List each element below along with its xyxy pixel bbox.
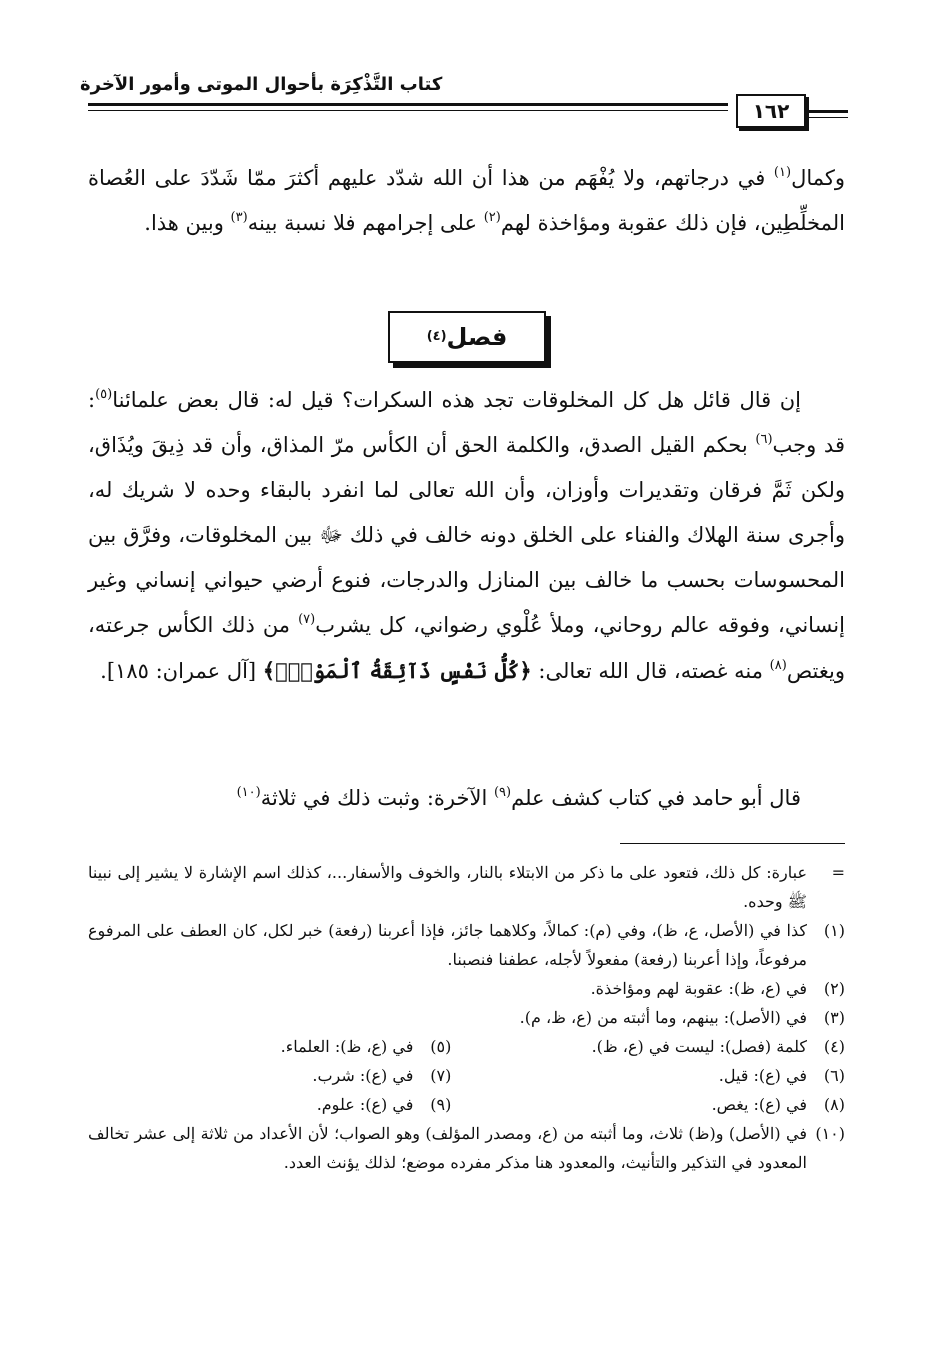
footnote-9 <box>88 1090 451 1119</box>
running-header-title: كتاب التَّذْكِرَة بأحوال الموتى وأمور الآخرة <box>80 74 443 95</box>
footnote-ref-6: (٦) <box>755 432 773 447</box>
footnote-row <box>88 1032 845 1061</box>
footnote-row <box>88 1061 845 1090</box>
footnote-ref-3: (٣) <box>230 210 248 225</box>
footnote-text: في (الأصل) و(ظ) ثلاث، وما أثبته من (ع، ومصدر المؤلف) وهو الصواب؛ لأن الأعداد من ثلاثة إلى عشر تخالف المعدود في التذكير والتأنيث، والمعدود هنا مذكر مفرده موضع؛ لذلك يؤنث العدد. <box>88 1124 808 1172</box>
footnote-ref-2: (٢) <box>483 210 501 225</box>
p1-text-d: وبين هذا. <box>144 211 231 235</box>
footnote-separator <box>620 843 845 844</box>
footnote-1 <box>88 916 845 974</box>
footnote-mark: (٧) <box>430 1066 452 1085</box>
footnote-text: في (ع): علوم. <box>316 1095 414 1114</box>
footnote-text: كذا في (الأصل، ع، ظ)، وفي (م): كمالاً، وكلاهما جائز، فإذا أعربنا (رفعة) خبر لكل، كان العطف على المرفوع مرفوعاً، وإذا أعربنا (رفعة) مفعولاً لأجله، عطفنا فنصبنا. <box>88 921 807 969</box>
footnote-ref-7: (٧) <box>298 612 316 627</box>
footnote-mark: = <box>831 863 845 882</box>
footnote-text: في (ع، ظ): العلماء. <box>280 1037 414 1056</box>
footnote-mark: (٦) <box>823 1066 845 1085</box>
footnotes <box>88 858 845 1177</box>
footnote-text: كلمة (فصل): ليست في (ع، ظ). <box>591 1037 807 1056</box>
footnote-mark: (٥) <box>430 1037 452 1056</box>
footnote-mark: (٣) <box>823 1008 845 1027</box>
p2-text-c: بحكم القيل الصدق، والكلمة الحق أن الكأس مرّ المذاق، وأن قد ذِيقَ ويُذَاق، ولكن ثَمَّ فرقان وتقديرات وأوزان، وأن الله تعالى لما انفرد بالبقاء وحده لا شريك له، وأجرى سنة الهلاك والفناء على الخلق دونه خالف في ذلك ﷻ بين المخلوقات، وفرَّق بين المحسوسات بحسب ما خالف بين المنازل والدرجات، فنوع أرضي حيواني إنساني وغير إنساني، وفوقه عالم روحاني، وملأ عُلْوي رضواني، كل يشرب <box>88 433 845 637</box>
verse-reference: [آل عمران: ١٨٥]. <box>100 659 263 683</box>
paragraph-2 <box>88 378 845 694</box>
footnote-text: عبارة: كل ذلك، فتعود على ما ذكر من الابتلاء بالنار، والخوف والأسفار...، كذلك اسم الإشارة لا يشير إلى نبينا ﷺ وحده. <box>88 863 807 911</box>
header-rule-thin <box>88 110 728 111</box>
footnote-continued <box>88 858 845 916</box>
p1-text-c: على إجرامهم فلا نسبة بينه <box>247 211 484 235</box>
p2-text-b: : قد وجب <box>88 388 845 457</box>
footnote-text: في (ع، ظ): عقوبة لهم ومؤاخذة. <box>590 979 807 998</box>
footnote-4 <box>451 1032 845 1061</box>
section-heading-box: فصل (٤) <box>388 311 546 363</box>
quran-verse: ﴿كُلُّ نَفْسٍ ذَآئِقَةُ ٱلْمَوْتِۗ﴾ <box>262 658 532 683</box>
footnote-mark: (٨) <box>823 1095 845 1114</box>
footnote-ref-8: (٨) <box>769 658 787 673</box>
footnote-mark: (٢) <box>823 979 845 998</box>
footnote-row <box>88 1090 845 1119</box>
footnote-6 <box>451 1061 845 1090</box>
paragraph-3 <box>88 776 845 821</box>
header-rule-right-thin <box>808 117 848 118</box>
footnote-ref-1: (١) <box>773 165 792 180</box>
footnote-ref-10: (١٠) <box>236 785 261 800</box>
footnote-text: في (الأصل): بينهم، وما أثبته من (ع، ظ، م). <box>519 1008 807 1027</box>
footnote-10 <box>88 1119 845 1177</box>
footnote-mark: (١٠) <box>815 1124 845 1143</box>
footnote-2 <box>88 974 845 1003</box>
footnote-7 <box>88 1061 451 1090</box>
header-rule-right-thick <box>808 110 848 113</box>
footnote-text: في (ع): قيل. <box>718 1066 807 1085</box>
p3-text-a: قال أبو حامد في كتاب كشف علم <box>511 786 801 810</box>
p2-text-e: منه غصته، قال الله تعالى: <box>531 659 770 683</box>
footnote-mark: (٩) <box>430 1095 452 1114</box>
footnote-3 <box>88 1003 845 1032</box>
footnote-text: في (ع): يغص. <box>711 1095 807 1114</box>
p1-text-b: في درجاتهم، ولا يُفْهَم من هذا أن الله شدّد عليهم أكثرَ ممّا شَدّدَ على العُصاة المخلِّطِين، فإن ذلك عقوبة ومؤاخذة لهم <box>88 166 845 235</box>
p2-text-d: من ذلك الكأس جرعته، ويغتص <box>88 613 845 683</box>
footnote-text: في (ع): شرب. <box>312 1066 414 1085</box>
page-number: ١٦٢ <box>736 94 806 128</box>
p1-text-a: وكمال <box>791 166 845 190</box>
p3-text-b: الآخرة: وثبت ذلك في ثلاثة <box>260 786 494 810</box>
paragraph-1 <box>88 156 845 246</box>
p2-text-a: إن قال قائل هل كل المخلوقات تجد هذه السكرات؟ قيل له: قال بعض علمائنا <box>112 388 801 412</box>
footnote-8 <box>451 1090 845 1119</box>
section-heading: فصل <box>446 323 508 351</box>
footnote-ref-5: (٥) <box>95 387 113 402</box>
footnote-mark: (٤) <box>823 1037 845 1056</box>
footnote-5 <box>88 1032 451 1061</box>
footnote-ref-9: (٩) <box>493 785 512 800</box>
header-rule-thick <box>88 103 728 106</box>
footnote-mark: (١) <box>823 921 845 940</box>
